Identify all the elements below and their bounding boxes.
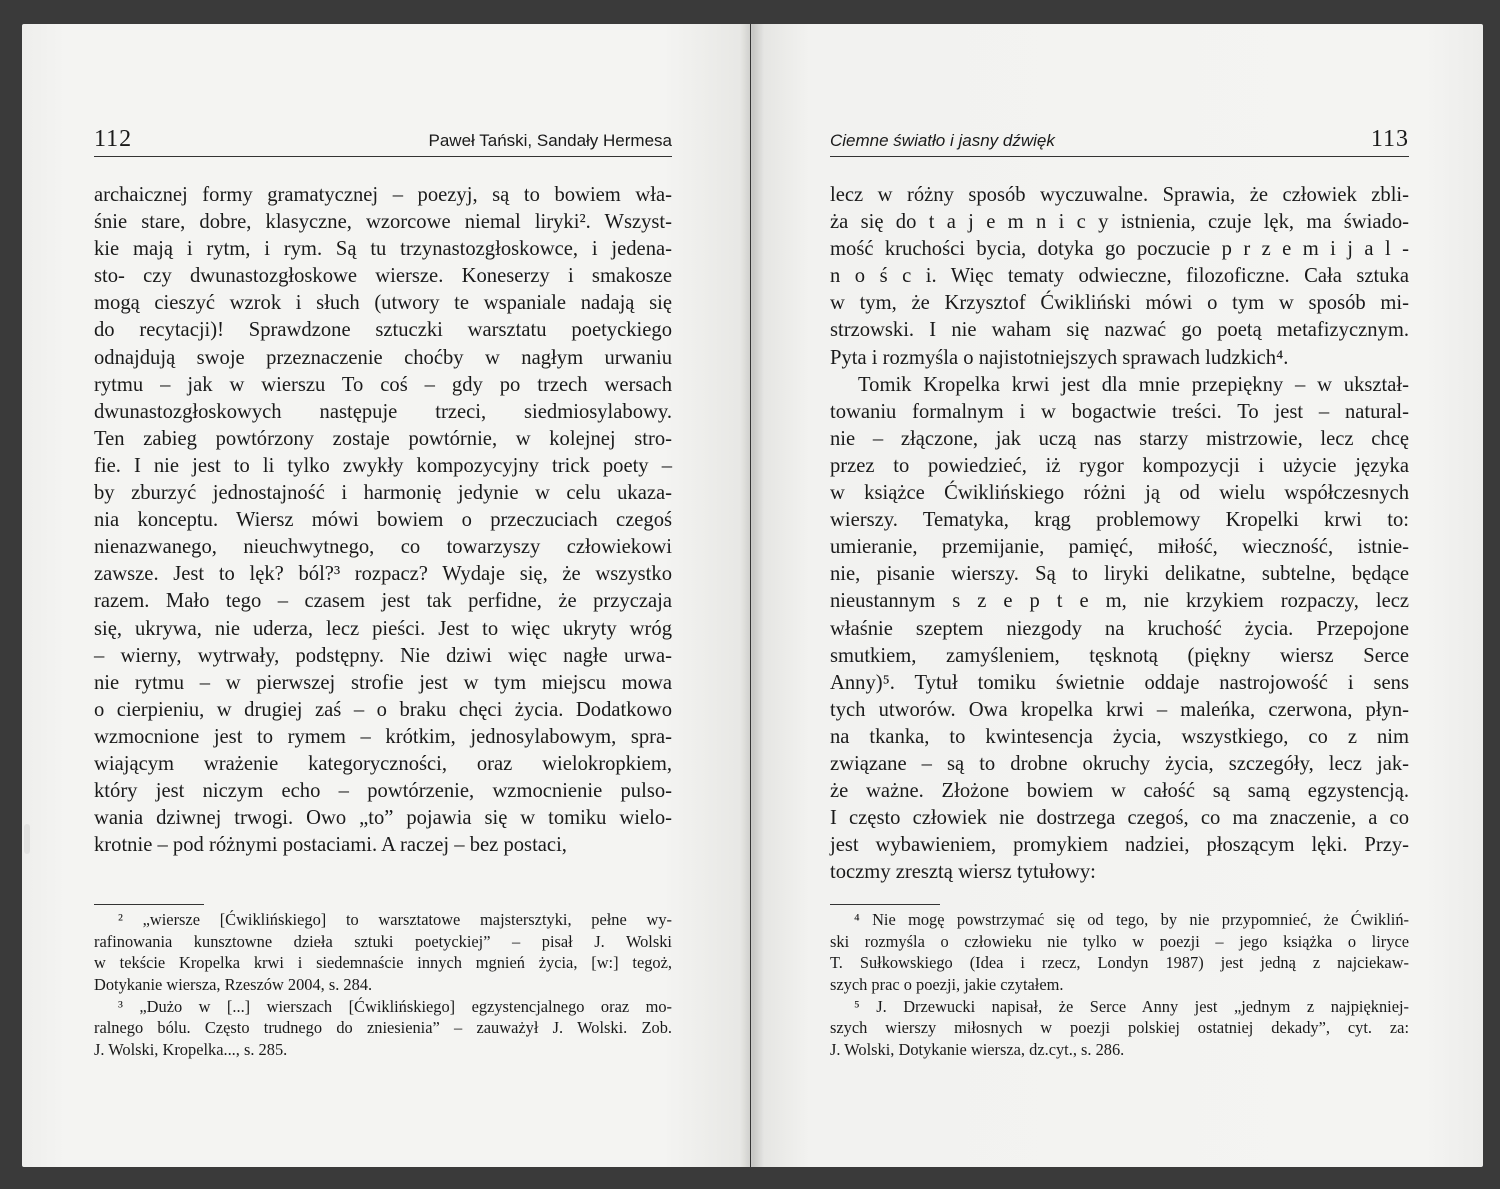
text-line: Anny)⁵. Tytuł tomiku świetnie oddaje nastrojowość i sens	[830, 671, 1409, 694]
text-line: towaniu formalnym i w bogactwie treści. To jest – natural-	[830, 400, 1409, 423]
footnote-rule	[830, 904, 940, 905]
page-number: 113	[1370, 126, 1409, 152]
text-line: na tkanka, to kwintesencja życia, wszystkiego, co z nim	[830, 725, 1409, 748]
running-head	[94, 126, 672, 157]
text-line: o cierpieniu, w drugiej zaś – o braku chęci życia. Dodatkowo	[94, 698, 672, 721]
text-line: krotnie – pod różnymi postaciami. A raczej – bez postaci,	[94, 834, 567, 857]
text-line: – wierny, wytrwały, podstępny. Nie dziwi więc nagłe urwa-	[94, 644, 672, 667]
running-head-title: Paweł Tański, Sandały Hermesa	[428, 131, 672, 150]
text-line: sto- czy dwunastozgłoskowe wiersze. Koneserzy i smakosze	[94, 265, 672, 288]
footnote-line: ³ „Dużo w [...] wierszach [Ćwiklińskiego] egzystencjalnego oraz mo-	[118, 996, 672, 1016]
text-line: nienazwanego, nieuchwytnego, co towarzyszy człowiekowi	[94, 536, 672, 559]
text-line: n o ś c i. Więc tematy odwieczne, filozoficzne. Cała sztuka	[830, 265, 1409, 288]
text-line: przez to powiedzieć, iż rygor kompozycji i użycie języka	[830, 454, 1409, 477]
text-line: właśnie szeptem niezgody na kruchość życia. Przepojone	[830, 617, 1409, 640]
footnote-line: ⁴ Nie mogę powstrzymać się od tego, by nie przypomnieć, że Ćwikliń-	[854, 910, 1409, 929]
text-line: fie. I nie jest to li tylko zwykły kompozycyjny trick poety –	[94, 454, 672, 477]
footnote-line: T. Sułkowskiego (Idea i rzecz, Londyn 1987) jest jedną z najciekaw-	[830, 953, 1409, 973]
footnote-rule	[94, 904, 204, 905]
footnotes	[830, 909, 1409, 1061]
footnote-line: ralnego bólu. Często trudnego do zniesienia” – zauważył J. Wolski. Zob.	[94, 1018, 672, 1038]
text-line: odnajdują swoje przeznaczenie choćby w nagłym urwaniu	[94, 346, 672, 369]
running-head	[830, 126, 1409, 157]
text-line: Tomik Kropelka krwi jest dla mnie przepiękny – w ukształ-	[858, 373, 1409, 396]
text-line: kie mają i rytm, i rym. Są tu trzynastozgłoskowce, i jedena-	[94, 238, 672, 261]
text-line: smutkiem, zamyśleniem, tęsknotą (piękny wiersz Serce	[830, 644, 1409, 667]
text-line: by zburzyć jednostajność i harmonię jedynie w celu ukaza-	[94, 482, 672, 505]
text-line: toczmy zresztą wiersz tytułowy:	[830, 861, 1096, 884]
footnote-line: J. Wolski, Kropelka..., s. 285.	[94, 1040, 288, 1060]
text-line: do recytacji)! Sprawdzone sztuczki warsztatu poetyckiego	[94, 319, 672, 342]
page-stain	[24, 824, 30, 854]
text-line: Pyta i rozmyśla o najistotniejszych sprawach ludzkich⁴.	[830, 346, 1289, 369]
text-line: Ten zabieg powtórzony zostaje powtórnie, w kolejnej stro-	[94, 427, 672, 450]
body-text	[830, 182, 1409, 886]
book-spread	[22, 24, 1483, 1167]
text-line: strzowski. I nie waham się nazwać go poetą metafizycznym.	[830, 319, 1409, 342]
text-line: wania dziwnej trwogi. Owo „to” pojawia się w tomiku wielo-	[94, 807, 672, 830]
text-line: w tym, że Krzysztof Ćwikliński mówi o tym w sposób mi-	[830, 292, 1409, 315]
text-line: nia konceptu. Wiersz mówi bowiem o przeczuciach czegoś	[94, 509, 672, 532]
page-number: 112	[94, 126, 133, 152]
text-line: nie – złączone, jak uczą nas starzy mistrzowie, lecz chcę	[830, 427, 1409, 450]
text-line: archaicznej formy gramatycznej – poezyj, są to bowiem wła-	[94, 184, 672, 206]
text-line: mość kruchości bycia, dotyka go poczucie p r z e m i j a l -	[830, 238, 1409, 261]
text-line: zawsze. Jest to lęk? ból?³ rozpacz? Wydaje się, że wszystko	[94, 563, 672, 586]
text-line: jest wybawieniem, promykiem nadziei, płoszącym lęki. Przy-	[830, 834, 1409, 857]
text-line: wzmocnione jest to rymem – krótkim, jednosylabowym, spra-	[94, 725, 672, 748]
footnote-line: szych prac o poezji, jakie czytałem.	[830, 975, 1064, 995]
text-line: nieustannym s z e p t e m, nie krzykiem rozpaczy, lecz	[830, 590, 1409, 613]
footnote-line: ² „wiersze [Ćwiklińskiego] to warsztatowe majstersztyki, pełne wy-	[118, 910, 672, 929]
text-line: śnie stare, dobre, klasyczne, wzorcowe niemal liryki². Wszyst-	[94, 211, 672, 234]
text-line: razem. Mało tego – czasem jest tak perfidne, że przyczaja	[94, 590, 672, 613]
text-line: mogą cieszyć wzrok i słuch (utwory te wspaniale nadają się	[94, 292, 672, 315]
text-line: się, ukrywa, nie uderza, lecz pieści. Jest to więc ukryty wróg	[94, 617, 672, 640]
text-line: lecz w różny sposób wyczuwalne. Sprawia, że człowiek zbli-	[830, 184, 1409, 206]
text-line: związane – są to drobne okruchy życia, szczegóły, lecz jak-	[830, 752, 1409, 775]
text-line: który jest niczym echo – powtórzenie, wzmocnienie pulso-	[94, 780, 672, 803]
footnote-line: Dotykanie wiersza, Rzeszów 2004, s. 284.	[94, 975, 373, 995]
text-line: wierszy. Tematyka, krąg problemowy Kropelki krwi to:	[830, 509, 1409, 532]
footnote-line: ⁵ J. Drzewucki napisał, że Serce Anny jest „jednym z najpiękniej-	[854, 996, 1409, 1016]
footnote-line: ski rozmyśla o człowieku nie tylko w poezji – jego książka o liryce	[830, 931, 1409, 951]
text-line: w książce Ćwiklińskiego różni ją od wielu współczesnych	[830, 482, 1409, 505]
text-line: rytmu – jak w wierszu To coś – gdy po trzech wersach	[94, 373, 672, 396]
footnote-line: rafinowania kunsztowne dzieła sztuki poetyckiej” – pisał J. Wolski	[94, 931, 672, 951]
footnotes	[94, 909, 672, 1061]
footnote-line: w tekście Kropelka krwi i siedemnaście innych mgnień życia, [w:] tegoż,	[94, 953, 672, 973]
right-page	[751, 24, 1483, 1167]
text-line: ża się do t a j e m n i c y istnienia, czuje lęk, ma świado-	[830, 211, 1409, 234]
footnote-line: J. Wolski, Dotykanie wiersza, dz.cyt., s. 286.	[830, 1040, 1125, 1060]
book-gutter	[740, 24, 764, 1167]
body-text	[94, 182, 672, 859]
text-line: dwunastozgłoskowych następuje trzeci, siedmiosylabowy.	[94, 400, 672, 423]
text-line: umieranie, przemijanie, pamięć, miłość, wieczność, istnie-	[830, 536, 1409, 559]
text-line: I często człowiek nie dostrzega czegoś, co ma znaczenie, a co	[830, 807, 1409, 830]
text-line: tych utworów. Owa kropelka krwi – maleńka, czerwona, płyn-	[830, 698, 1409, 721]
left-page	[22, 24, 750, 1167]
running-head-title: Ciemne światło i jasny dźwięk	[830, 131, 1055, 150]
text-line: że ważne. Złożone bowiem w całość są samą egzystencją.	[830, 780, 1409, 803]
text-line: wiającym wrażenie kategoryczności, oraz wielokropkiem,	[94, 752, 672, 775]
footnote-line: szych wierszy miłosnych w poezji polskiej ostatniej dekady”, cyt. za:	[830, 1018, 1409, 1038]
text-line: nie rytmu – w pierwszej strofie jest w tym miejscu mowa	[94, 671, 672, 694]
text-line: nie, pisanie wierszy. Są to liryki delikatne, subtelne, będące	[830, 563, 1409, 586]
